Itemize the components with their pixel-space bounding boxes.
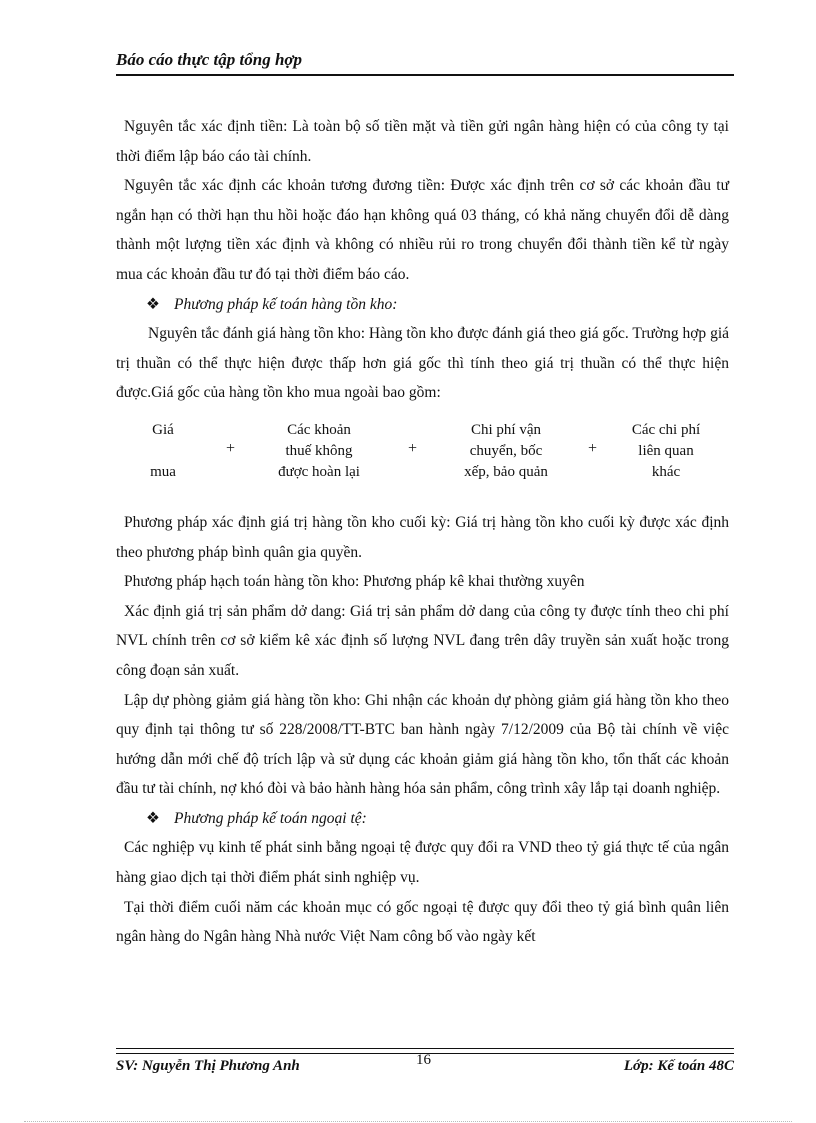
heading-text: Phương pháp kế toán hàng tồn kho: <box>174 295 398 313</box>
paragraph-cash-principle: Nguyên tắc xác định tiền: Là toàn bộ số tiền mặt và tiền gửi ngân hàng hiện có của công ty tại thời điểm lập báo cáo tài chính. <box>116 118 729 165</box>
formula-line: xếp, bảo quản <box>464 463 548 480</box>
document-body <box>116 112 729 952</box>
section-heading-foreign-currency <box>116 804 729 834</box>
footer-student-name: SV: Nguyễn Thị Phương Anh <box>116 1058 300 1074</box>
formula-line: khác <box>651 463 681 480</box>
formula-line: Các khoản <box>287 421 351 438</box>
plus-sign: + <box>226 439 236 457</box>
formula-line: mua <box>150 463 176 480</box>
formula-term-other-costs <box>616 420 716 483</box>
formula-line: Các chi phí <box>631 421 701 438</box>
paragraph-inventory-accounting-method: Phương pháp hạch toán hàng tồn kho: Phương pháp kê khai thường xuyên <box>124 573 585 591</box>
page-edge-divider <box>24 1121 792 1122</box>
formula-line: liên quan <box>638 442 694 459</box>
footer-class: Lớp: Kế toán 48C <box>623 1058 734 1074</box>
page-footer <box>116 1052 734 1078</box>
paragraph-inventory-provision: Lập dự phòng giảm giá hàng tồn kho: Ghi nhận các khoản dự phòng giảm giá hàng tồn kho theo quy định tại thông tư số 228/2008/TT-BTC ban hành ngày 7/12/2009 của Bộ tài chính về việc hướng dẫn mới chế độ trích lập và sử dụng các khoản giảm giá hàng tồn kho, tổn thất các khoản đầu tư tài chính, nợ khó đòi và bảo hành hàng hóa sản phẩm, công trình xây lắp tại doanh nghiệp. <box>116 691 729 798</box>
formula-term-transport <box>446 420 566 483</box>
formula-term-purchase-price <box>138 420 188 483</box>
paragraph-ending-inventory: Phương pháp xác định giá trị hàng tồn kho cuối kỳ: Giá trị hàng tồn kho cuối kỳ được xác định theo phương pháp bình quân gia quyền. <box>116 513 729 561</box>
paragraph-cash-equivalents: Nguyên tắc xác định các khoản tương đương tiền: Được xác định trên cơ sở các khoản đầu tư ngắn hạn có thời hạn thu hồi hoặc đáo hạn không quá 03 tháng, có khả năng chuyển đổi dễ dàng thành một lượng tiền xác định và không có nhiều rủi ro trong chuyển đổi thành tiền kể từ ngày mua các khoản đầu tư đó tại thời điểm báo cáo. <box>116 177 729 283</box>
page-number: 16 <box>416 1052 431 1068</box>
paragraph-foreign-transactions: Các nghiệp vụ kinh tế phát sinh bằng ngoại tệ được quy đổi ra VND theo tỷ giá thực tế của ngân hàng giao dịch tại thời điểm phát sinh nghiệp vụ. <box>116 839 729 887</box>
formula-line: được hoàn lại <box>278 463 360 480</box>
paragraph-inventory-valuation: Nguyên tắc đánh giá hàng tồn kho: Hàng tồn kho được đánh giá theo giá gốc. Trường hợp giá trị thuần có thể thực hiện được thấp hơn giá gốc thì tính theo giá trị thuần có thể thực hiện được.Giá gốc của hàng tồn kho mua ngoài bao gồm: <box>116 325 729 402</box>
heading-text: Phương pháp kế toán ngoại tệ: <box>174 809 367 827</box>
formula-line: Chi phí vận <box>471 421 541 438</box>
paragraph-year-end-conversion: Tại thời điểm cuối năm các khoản mục có gốc ngoại tệ được quy đổi theo tỷ giá bình quân liên ngân hàng do Ngân hàng Nhà nước Việt Nam công bố vào ngày kết <box>116 898 729 946</box>
diamond-bullet-icon: ❖ <box>146 295 160 313</box>
header-title: Báo cáo thực tập tổng hợp <box>116 50 303 69</box>
diamond-bullet-icon: ❖ <box>146 809 160 827</box>
plus-sign: + <box>408 439 418 457</box>
formula-term-taxes <box>264 420 374 483</box>
paragraph-work-in-progress: Xác định giá trị sản phẩm dở dang: Giá trị sản phẩm dở dang của công ty được tính theo chi phí NVL chính trên cơ sở kiểm kê xác định số lượng NVL đang trên dây truyền sản xuất hoặc trong công đoạn sản xuất. <box>116 602 729 679</box>
page-header <box>116 48 734 76</box>
formula-line: chuyển, bốc <box>469 442 543 459</box>
section-heading-inventory <box>116 290 729 320</box>
formula-line: thuế không <box>285 442 353 459</box>
plus-sign: + <box>588 439 598 457</box>
cost-formula <box>116 416 729 506</box>
formula-line: Giá <box>152 421 174 438</box>
